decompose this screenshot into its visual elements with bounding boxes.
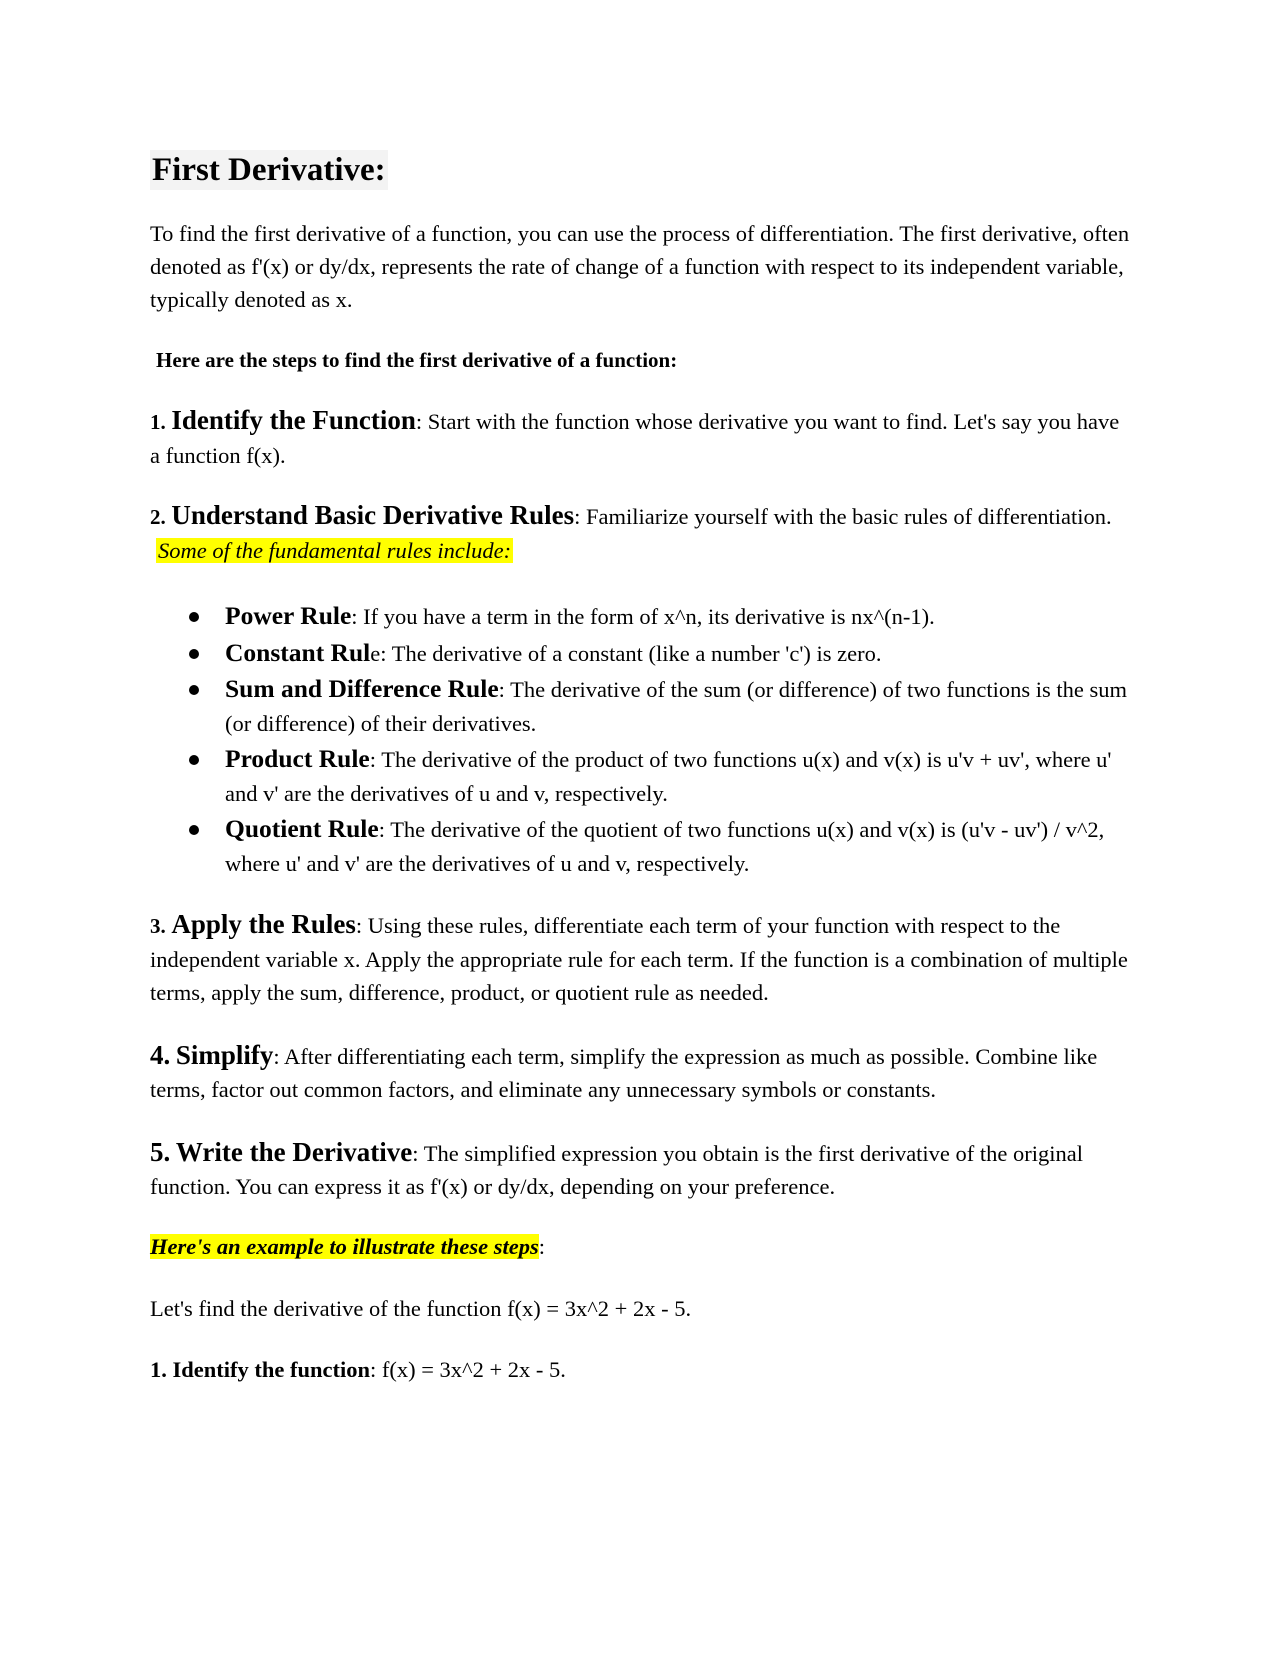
step-number: 1.	[150, 410, 166, 434]
example-step-label: 1. Identify the function	[150, 1357, 371, 1382]
rule-text: : If you have a term in the form of x^n, its derivative is nx^(n-1).	[351, 604, 935, 629]
example-heading-colon: :	[538, 1234, 546, 1259]
rules-intro-colon: :	[503, 538, 512, 563]
rule-text: e: The derivative of a constant (like a number 'c') is zero.	[370, 640, 882, 666]
step-title: Understand Basic Derivative Rules	[171, 500, 575, 530]
example-heading-highlight: Here's an example to illustrate these steps	[150, 1234, 539, 1259]
step-number: 2.	[150, 505, 166, 529]
step-title: Apply the Rules	[171, 909, 356, 939]
step-3	[150, 908, 1130, 1009]
step-text: The simplified expression you obtain is the first derivative of the original function. You can express it as f'(x) or dy/dx, depending on your preference.	[150, 1141, 1084, 1199]
rules-intro-text: Some of the fundamental rules include	[158, 538, 504, 563]
rule-name: Power Rule	[225, 601, 352, 630]
step-number: 4.	[150, 1040, 171, 1070]
step-title: Identify the Function	[171, 405, 416, 435]
step-text: Familiarize yourself with the basic rules of differentiation.	[580, 504, 1112, 529]
step-1	[150, 404, 1130, 472]
step-text: Start with the function whose derivative you want to find. Let's say you have a function f(x).	[150, 409, 1120, 468]
step-number: 3.	[150, 914, 166, 938]
rule-name: Sum and Difference Rule	[225, 674, 499, 703]
rules-intro-highlight	[156, 538, 513, 563]
step-title: Simplify	[175, 1040, 274, 1070]
bullet-icon	[189, 755, 199, 765]
steps-heading: Here are the steps to find the first derivative of a function:	[156, 348, 678, 372]
example-heading	[150, 1230, 1130, 1263]
example-intro: Let's find the derivative of the function f(x) = 3x^2 + 2x - 5.	[150, 1296, 692, 1321]
step-separator: :	[415, 409, 423, 434]
bullet-icon	[189, 685, 199, 695]
step-5	[150, 1136, 1130, 1203]
bullet-icon	[189, 649, 199, 659]
list-item-product-rule	[150, 742, 1130, 810]
step-2	[150, 499, 1130, 534]
list-item-power-rule	[150, 599, 1130, 634]
example-step-1	[150, 1353, 1130, 1386]
step-text: After differentiating each term, simplify the expression as much as possible. Combine like terms, factor out common factors, and eliminate any unnecessary symbols or constants.	[150, 1044, 1098, 1102]
bullet-icon	[189, 825, 199, 835]
step-separator: :	[574, 504, 581, 529]
step-4	[150, 1039, 1130, 1106]
rules-intro	[150, 534, 1130, 567]
rule-text: : The derivative of the quotient of two functions u(x) and v(x) is (u'v - uv') / v^2, where u' and v' are the derivatives of u and v, respectively.	[225, 817, 1105, 876]
list-item-sum-difference-rule	[150, 672, 1130, 740]
rule-name: Constant Rul	[225, 637, 371, 667]
step-separator: :	[355, 913, 363, 938]
intro-paragraph: To find the first derivative of a function, you can use the process of differentiation. The first derivative, often denoted as f'(x) or dy/dx, represents the rate of change of a function with respect to its independent variable, typically denoted as x.	[150, 221, 1130, 312]
rule-text: : The derivative of the sum (or difference) of two functions is the sum (or difference) of their derivatives.	[225, 677, 1128, 736]
rule-name: Product Rule	[225, 744, 370, 773]
bullet-icon	[189, 612, 199, 622]
page-title: First Derivative:	[152, 152, 386, 188]
step-title: Write the Derivative	[175, 1137, 413, 1167]
step-separator: :	[273, 1044, 280, 1069]
step-text: Using these rules, differentiate each term of your function with respect to the independent variable x. Apply the appropriate rule for each term. If the function is a combination of multiple terms, apply the sum, difference, product, or quotient rule as needed.	[150, 913, 1128, 1005]
example-step-text: : f(x) = 3x^2 + 2x - 5.	[370, 1357, 566, 1382]
step-separator: :	[412, 1141, 419, 1166]
list-item-quotient-rule	[150, 812, 1130, 880]
rule-name: Quotient Rule	[225, 814, 379, 843]
list-item-constant-rule	[150, 636, 1130, 671]
document-body	[150, 150, 1130, 1386]
step-number: 5.	[150, 1137, 171, 1167]
rule-text: : The derivative of the product of two functions u(x) and v(x) is u'v + uv', where u' and v' are the derivatives of u and v, respectively.	[225, 747, 1112, 806]
rules-list	[150, 599, 1130, 880]
